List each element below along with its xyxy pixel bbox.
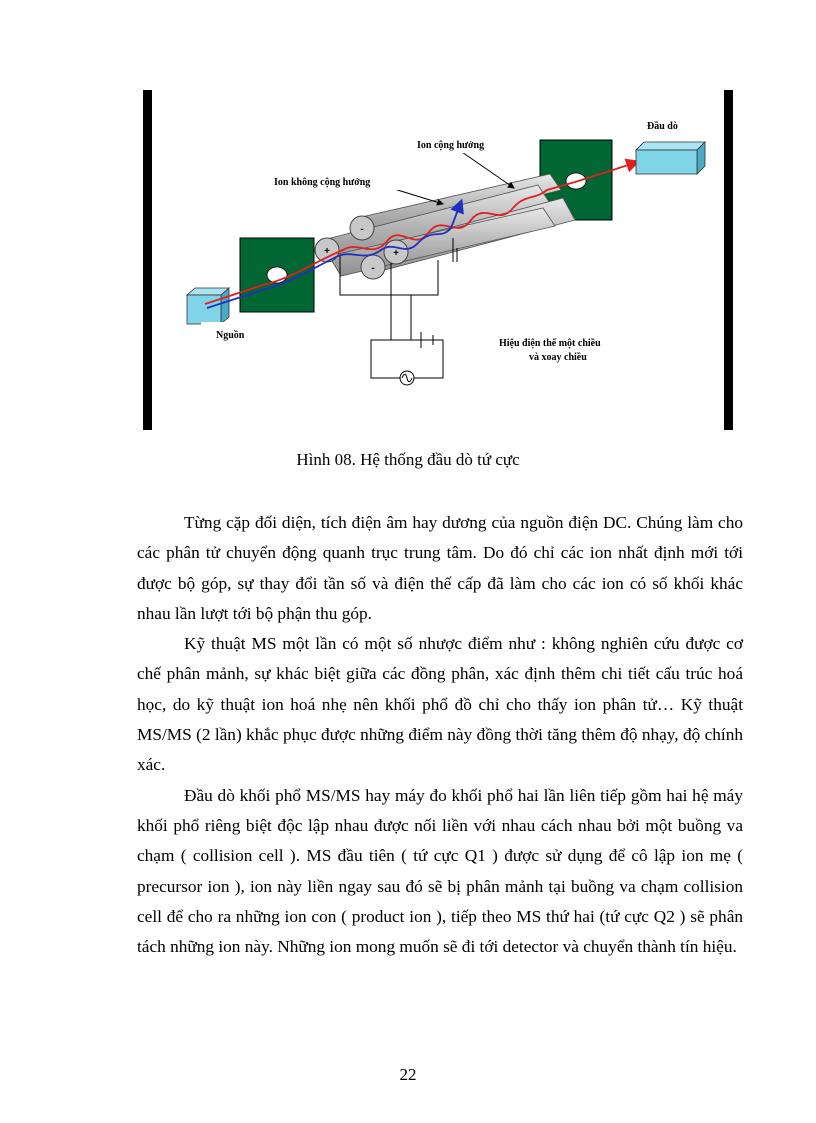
rod-sign-plus: + (393, 248, 399, 259)
paragraph: Từng cặp đối diện, tích điện âm hay dương của nguồn điện DC. Chúng làm cho các phân tử chuyển động quanh trục trung tâm. Do đó chỉ các ion nhất định mới tới được bộ góp, sự thay đổi tần số và điện thế cấp đã làm cho các ion có số khối khác nhau lần lượt tới bộ phận thu góp. (137, 513, 743, 623)
rod-sign-plus: + (324, 246, 330, 257)
rod-sign-minus: - (360, 224, 364, 235)
detector-block (636, 142, 705, 174)
label-detector: Đầu dò (647, 121, 678, 132)
label-voltage-line1: Hiệu điện thế một chiều (499, 338, 601, 349)
label-source: Nguồn (216, 330, 245, 341)
body-text (137, 508, 743, 962)
source-block (187, 288, 229, 324)
frame-right-bar (724, 90, 733, 430)
paragraph: Kỹ thuật MS một lần có một số nhược điểm như : không nghiên cứu được cơ chế phân mảnh, sự khác biệt giữa các đồng phân, xác định thêm chi tiết cấu trúc hoá học, do kỹ thuật ion hoá nhẹ nên khối phổ đồ chỉ cho thấy ion phân tử… Kỹ thuật MS/MS (2 lần) khắc phục được những điểm này đồng thời tăng thêm độ nhạy, độ chính xác. (137, 634, 743, 775)
figure-caption: Hình 08. Hệ thống đầu dò tứ cực (296, 450, 520, 469)
frame-left-bar (143, 90, 152, 430)
label-resonant-ion: Ion cộng hưởng (417, 140, 485, 151)
quadrupole-diagram (143, 90, 733, 430)
figure-quadrupole-detector (143, 90, 733, 430)
rod-sign-minus: - (371, 263, 375, 274)
label-voltage-line2: và xoay chiều (529, 352, 587, 363)
label-nonresonant-ion: Ion không cộng hưởng (274, 177, 371, 188)
page-number: 22 (399, 1065, 417, 1084)
paragraph: Đầu dò khối phổ MS/MS hay máy đo khối phổ hai lần liên tiếp gồm hai hệ máy khối phổ riêng biệt độc lập nhau được nối liền với nhau cách nhau bởi một buồng va chạm ( collision cell ). MS đầu tiên ( tứ cực Q1 ) được sử dụng để cô lập ion mẹ ( precursor ion ), ion này liền ngay sau đó sẽ bị phân mảnh tại buồng va chạm collision cell để cho ra những ion con ( product ion ), tiếp theo MS thứ hai (tứ cực Q2 ) sẽ phân tách những ion này. Những ion mong muốn sẽ đi tới detector và chuyển thành tín hiệu. (137, 785, 743, 957)
